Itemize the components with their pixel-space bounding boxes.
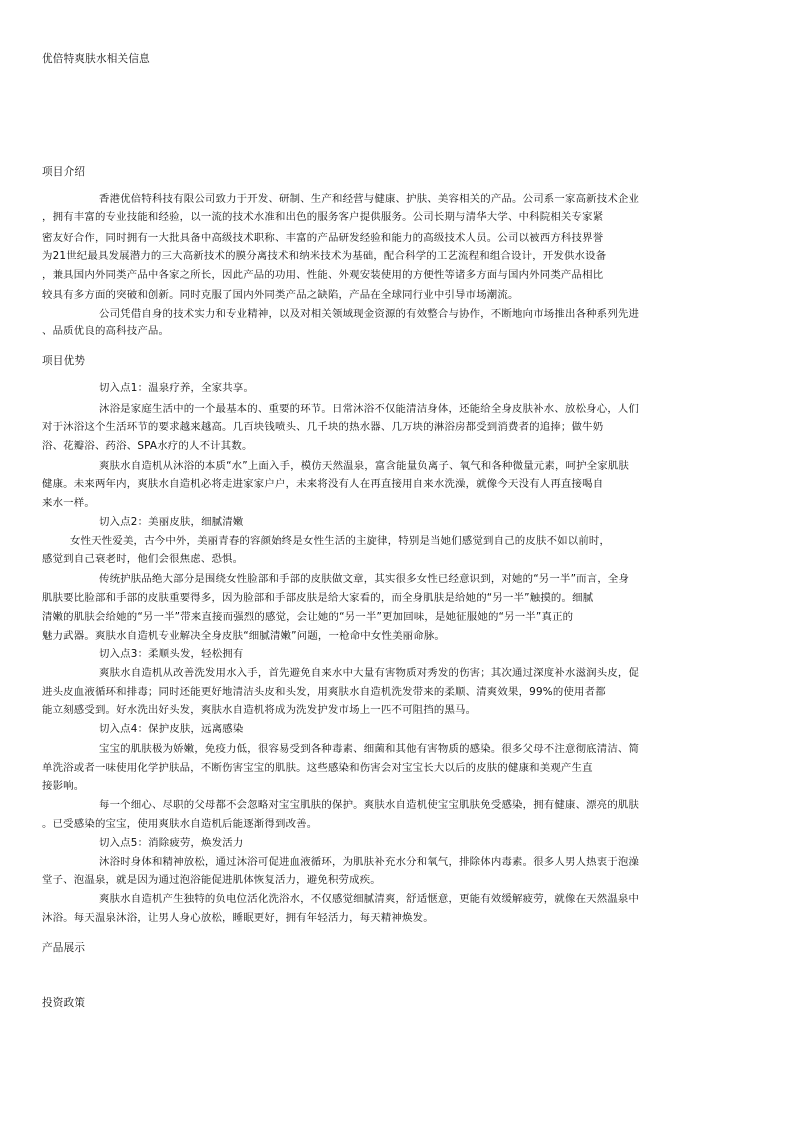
advantage-line: 健康。未来两年内，爽肤水自造机必将走进家家户户，未来将没有人在再直接用自来水洗澡，就像今天没有人再直接喝自 <box>42 478 604 490</box>
advantage-line: 切入点5：消除疲劳，焕发活力 <box>99 837 244 849</box>
section-heading-investment: 投资政策 <box>42 997 86 1009</box>
advantage-line: 沐浴。每天温泉沐浴，让男人身心放松，睡眠更好，拥有年轻活力，每天精神焕发。 <box>42 912 434 924</box>
document-title: 优倍特爽肤水相关信息 <box>42 53 150 65</box>
advantage-line: 来水一样。 <box>42 497 95 509</box>
advantage-line: 对于沐浴这个生活环节的要求越来越高。几百块钱喷头、几千块的热水器、几万块的淋浴房都受到消费者的追捧；做牛奶 <box>42 421 604 433</box>
section-heading-advantages: 项目优势 <box>42 355 86 367</box>
intro-line: 、品质优良的高科技产品。 <box>42 325 170 337</box>
advantage-line: 宝宝的肌肤极为娇嫩，免疫力低，很容易受到各种毒素、细菌和其他有害物质的感染。很多父母不注意彻底清洁、简 <box>99 743 640 755</box>
advantage-line: 。已受感染的宝宝，使用爽肤水自造机后能逐渐得到改善。 <box>42 818 318 830</box>
advantage-line: 魅力武器。爽肤水自造机专业解决全身皮肤“细腻清嫩”问题，一枪命中女性美丽命脉。 <box>42 630 446 642</box>
advantage-line: 切入点4：保护皮肤，远离感染 <box>99 723 244 735</box>
advantage-line: 清嫩的肌肤会给她的“另一半”带来直接而强烈的感觉，会让她的“另一半”更加回味，是她征服她的“另一半”真正的 <box>42 611 574 623</box>
advantage-line: 沐浴是家庭生活中的一个最基本的、重要的环节。日常沐浴不仅能清洁身体，还能给全身皮肤补水、放松身心，人们 <box>99 403 640 415</box>
intro-line: ，兼具国内外同类产品中各家之所长，因此产品的功用、性能、外观安装使用的方便性等诸多方面与国内外同类产品相比 <box>42 269 604 281</box>
advantage-line: 堂子、泡温泉，就是因为通过泡浴能促进肌体恢复活力，避免积劳成疾。 <box>42 874 381 886</box>
advantage-line: 传统护肤品绝大部分是围绕女性脸部和手部的皮肤做文章，其实很多女性已经意识到，对她的“另一半”而言，全身 <box>99 573 630 585</box>
advantage-line: 爽肤水自造机从沐浴的本质“水”上面入手，模仿天然温泉，富含能量负离子、氧气和各种微量元素，呵护全家肌肤 <box>99 460 630 472</box>
advantage-line: 感觉到自己衰老时，他们会很焦虑、恐惧。 <box>42 553 244 565</box>
advantage-line: 沐浴时身体和精神放松，通过沐浴可促进血液循环，为肌肤补充水分和氧气，排除体内毒素。很多人男人热衷于泡澡 <box>99 856 640 868</box>
advantage-line: 爽肤水自造机产生独特的负电位活化洗浴水，不仅感觉细腻清爽，舒适惬意，更能有效缓解疲劳，就像在天然温泉中 <box>99 893 640 905</box>
intro-line: 香港优倍特科技有限公司致力于开发、研制、生产和经营与健康、护肤、美容相关的产品。公司系一家高新技术企业 <box>99 193 640 205</box>
advantage-line: 女性天性爱美，古今中外，美丽青春的容颜始终是女性生活的主旋律，特别是当她们感觉到自己的皮肤不如以前时， <box>70 535 611 547</box>
advantage-line: 每一个细心、尽职的父母都不会忽略对宝宝肌肤的保护。爽肤水自造机使宝宝肌肤免受感染，拥有健康、漂亮的肌肤 <box>99 799 640 811</box>
advantage-line: 接影响。 <box>42 780 85 792</box>
intro-line: 密友好合作，同时拥有一大批具备中高级技术职称、丰富的产品研发经验和能力的高级技术人员。公司以被西方科技界誉 <box>42 232 604 244</box>
intro-line: 公司凭借自身的技术实力和专业精神，以及对相关领域现金资源的有效整合与协作，不断地向市场推出各种系列先进 <box>99 308 640 320</box>
advantage-line: 切入点1：温泉疗养，全家共享。 <box>99 382 255 394</box>
section-heading-intro: 项目介绍 <box>42 166 86 178</box>
advantage-line: 爽肤水自造机从改善洗发用水入手，首先避免自来水中大量有害物质对秀发的伤害；其次通过深度补水滋润头皮，促 <box>99 667 640 679</box>
advantage-line: 单洗浴或者一味使用化学护肤品，不断伤害宝宝的肌肤。这些感染和伤害会对宝宝长大以后的皮肤的健康和美观产生直 <box>42 762 593 774</box>
intro-line: 较具有多方面的突破和创新。同时克服了国内外同类产品之缺陷，产品在全球同行业中引导市场潮流。 <box>42 289 519 301</box>
intro-line: ，拥有丰富的专业技能和经验，以一流的技术水准和出色的服务客户提供服务。公司长期与清华大学、中科院相关专家紧 <box>42 211 604 223</box>
advantage-line: 浴、花瓣浴、药浴、SPA水疗的人不计其数。 <box>42 440 253 452</box>
section-heading-products: 产品展示 <box>42 942 86 954</box>
intro-line: 为21世纪最具发展潜力的三大高新技术的膜分离技术和纳米技术为基础，配合科学的工艺流程和组合设计，开发供水设备 <box>42 250 607 262</box>
advantage-line: 能立刻感受到。好水洗出好头发，爽肤水自造机将成为洗发护发市场上一匹不可阻挡的黑马。 <box>42 704 477 716</box>
advantage-line: 切入点2：美丽皮肤，细腻清嫩 <box>99 516 244 528</box>
advantage-line: 肌肤要比脸部和手部的皮肤重要得多，因为脸部和手部皮肤是给大家看的，而全身肌肤是给她的“另一半”触摸的。细腻 <box>42 592 594 604</box>
advantage-line: 进头皮血液循环和排毒；同时还能更好地清洁头皮和头发，用爽肤水自造机洗发带来的柔顺、清爽效果，99%的使用者都 <box>42 686 606 698</box>
advantage-line: 切入点3：柔顺头发，轻松拥有 <box>99 648 244 660</box>
